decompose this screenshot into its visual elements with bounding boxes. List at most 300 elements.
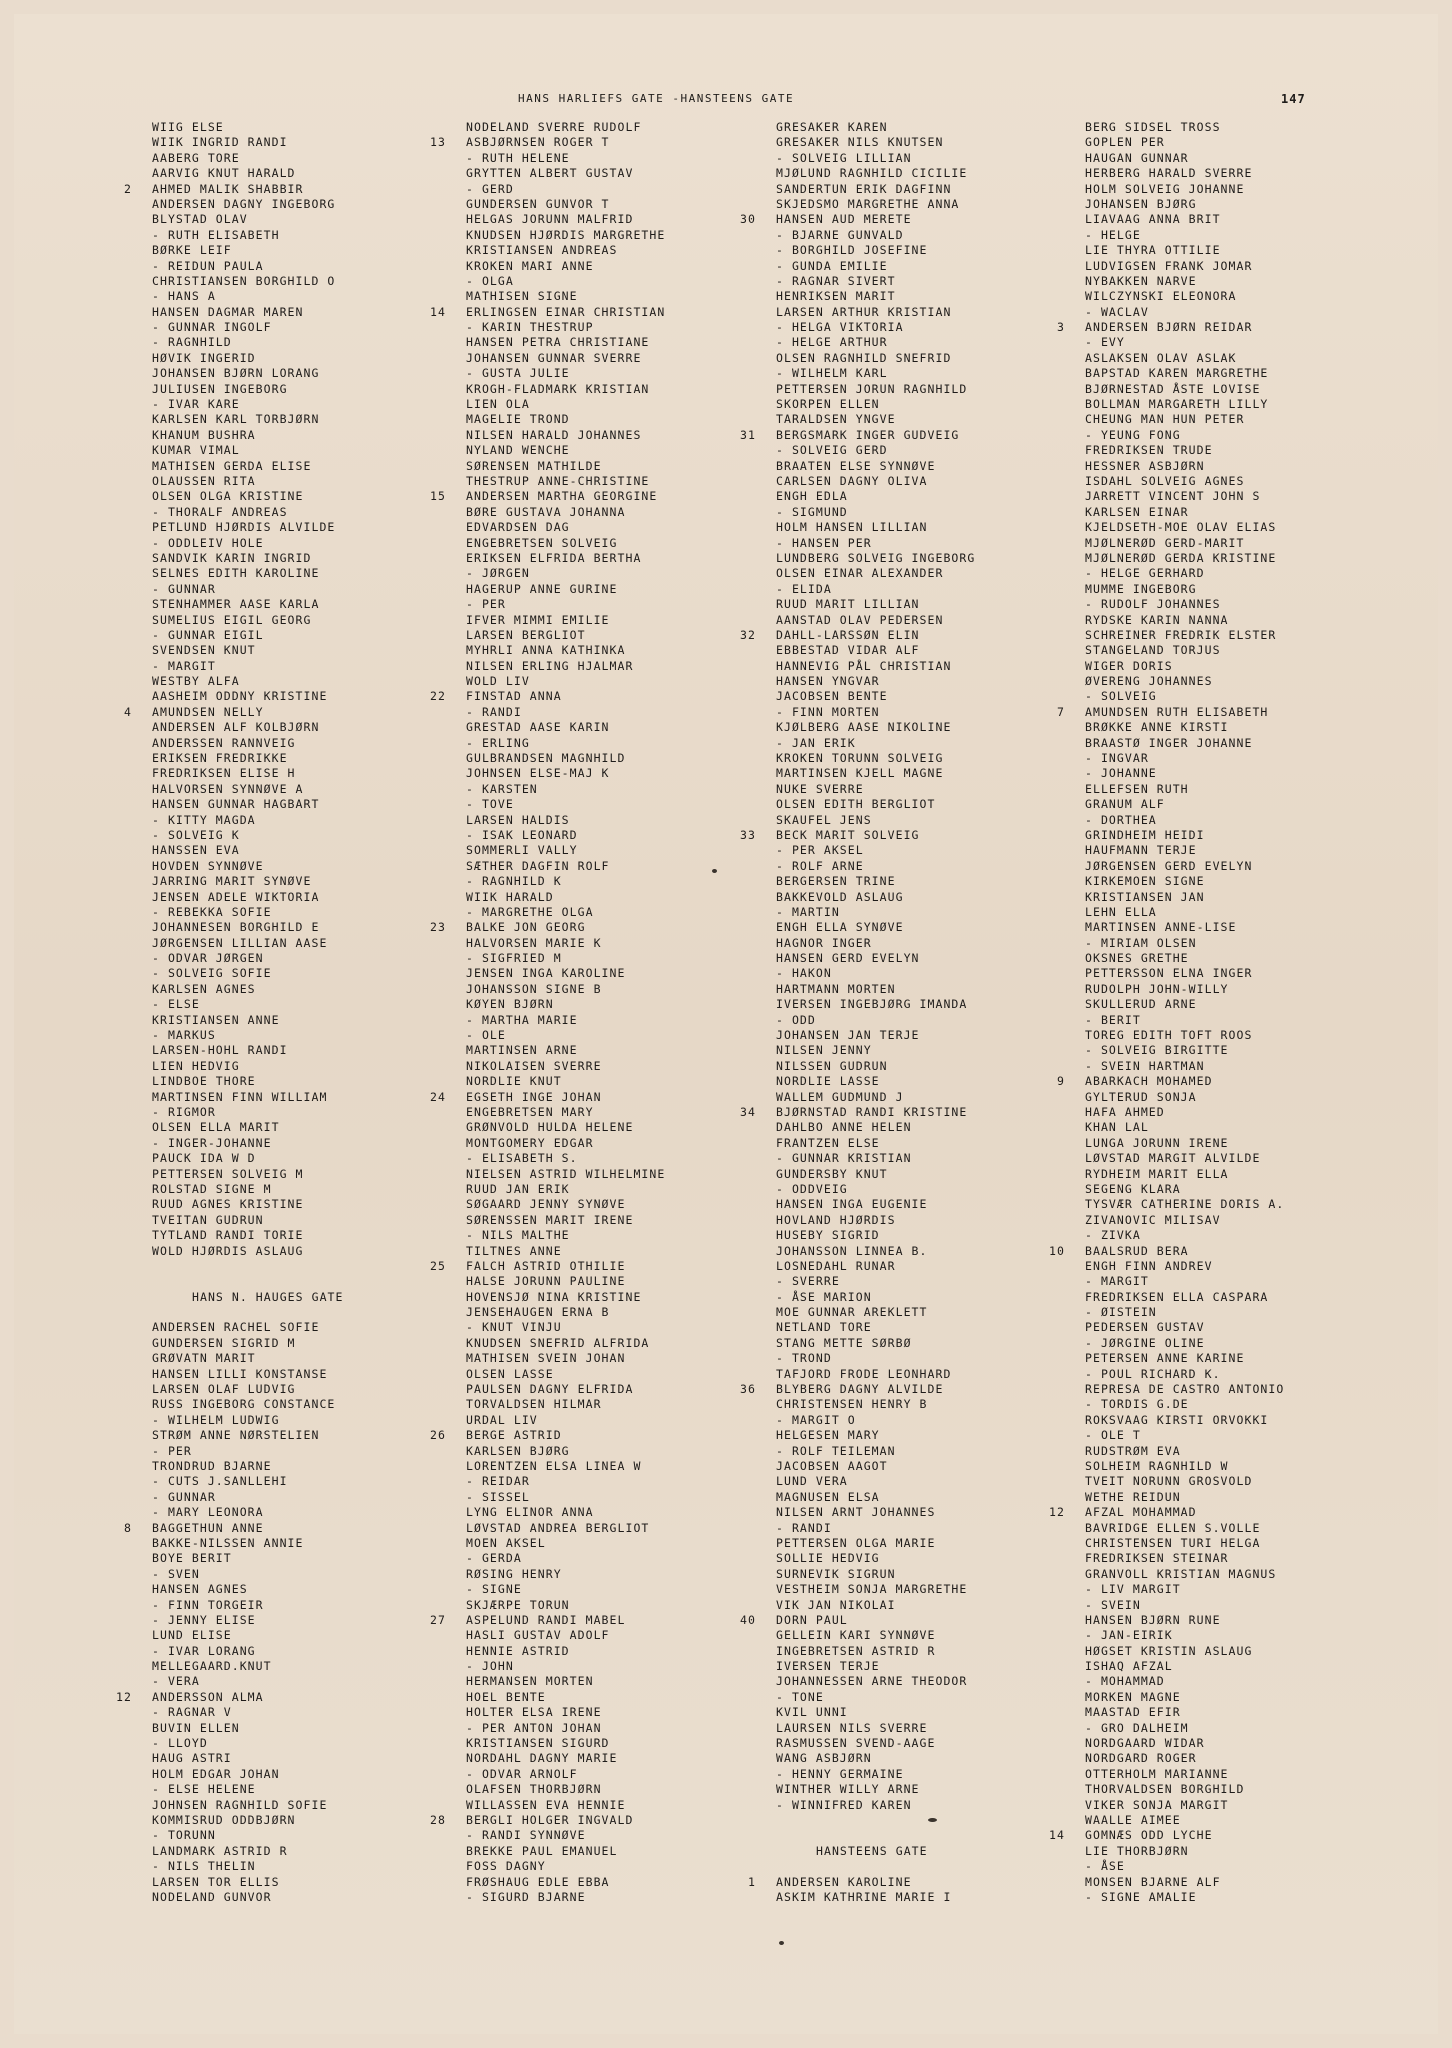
resident-entry	[776, 1628, 975, 1643]
resident-entry	[152, 1505, 344, 1520]
resident-entry	[466, 1120, 665, 1135]
resident-name: GRESAKER NILS KNUTSEN	[776, 135, 944, 150]
resident-name: - WILHELM KARL	[776, 366, 888, 381]
resident-name: WIGER DORIS	[1085, 658, 1173, 673]
resident-entry	[1085, 843, 1284, 858]
resident-name: BRAATEN ELSE SYNNØVE	[776, 458, 936, 473]
resident-name: SOMMERLI VALLY	[466, 843, 578, 858]
resident-entry	[1085, 643, 1284, 658]
resident-entry	[466, 843, 665, 858]
resident-entry	[1085, 951, 1284, 966]
resident-name: - HENNY GERMAINE	[776, 1766, 904, 1781]
resident-name: RUUD JAN ERIK	[466, 1181, 570, 1196]
resident-entry	[466, 597, 665, 612]
resident-name: PETERSEN ANNE KARINE	[1085, 1351, 1245, 1366]
resident-name: - WILHELM LUDWIG	[152, 1412, 280, 1427]
resident-entry	[152, 505, 344, 520]
resident-name: WILCZYNSKI ELEONORA	[1085, 289, 1237, 304]
resident-name: - ODD	[776, 1012, 816, 1027]
resident-entry	[776, 859, 975, 874]
resident-entry	[430, 1428, 665, 1443]
resident-entry	[430, 1812, 665, 1828]
resident-name: HOVDEN SYNNØVE	[152, 858, 264, 873]
house-number: 31	[740, 427, 756, 442]
resident-entry	[466, 520, 665, 535]
resident-entry	[152, 305, 344, 320]
resident-name: HOLTER ELSA IRENE	[466, 1705, 602, 1720]
resident-name: KJELDSETH-MOE OLAV ELIAS	[1085, 520, 1277, 535]
resident-entry	[152, 1382, 344, 1397]
resident-name: ISHAQ AFZAL	[1085, 1659, 1173, 1674]
resident-entry	[1085, 597, 1284, 612]
resident-entry	[124, 181, 344, 197]
resident-entry	[1085, 1213, 1284, 1228]
resident-name: NODELAND GUNVOR	[152, 1889, 272, 1904]
resident-entry	[466, 182, 665, 197]
resident-name: - ROLF TEILEMAN	[776, 1443, 896, 1458]
resident-name: - SVERRE	[776, 1274, 840, 1289]
resident-entry	[776, 1090, 975, 1105]
resident-entry	[1085, 720, 1284, 735]
resident-entry	[776, 1274, 975, 1289]
resident-name: - ODDVEIG	[776, 1181, 848, 1196]
resident-entry	[776, 1474, 975, 1489]
resident-entry	[776, 1197, 975, 1212]
column-4	[1049, 120, 1285, 1905]
resident-name: MATHISEN SVEIN JOHAN	[466, 1351, 626, 1366]
resident-name: - HELGE ARTHUR	[776, 335, 888, 350]
resident-entry	[1085, 797, 1284, 812]
resident-name: SÆTHER DAGFIN ROLF	[466, 858, 610, 873]
resident-entry	[776, 1721, 975, 1736]
resident-name: - MARGIT	[1085, 1274, 1149, 1289]
resident-entry	[466, 1413, 665, 1428]
house-number: 22	[430, 689, 446, 704]
resident-entry	[466, 228, 665, 243]
resident-entry	[466, 1690, 665, 1705]
resident-entry	[466, 120, 665, 135]
resident-entry	[740, 427, 975, 443]
resident-name: - MARGIT O	[776, 1412, 856, 1427]
resident-name: ENGH FINN ANDREV	[1085, 1258, 1213, 1273]
resident-name: GULBRANDSEN MAGNHILD	[466, 751, 626, 766]
resident-name: BAGGETHUN ANNE	[152, 1520, 264, 1535]
resident-name: - RAGNHILD K	[466, 874, 562, 889]
resident-entry	[466, 1474, 665, 1489]
resident-name: BRAASTØ INGER JOHANNE	[1085, 735, 1253, 750]
resident-entry	[776, 1551, 975, 1566]
resident-name: AANSTAD OLAV PEDERSEN	[776, 612, 944, 627]
resident-name: - RUDOLF JOHANNES	[1085, 597, 1221, 612]
resident-name: GRINDHEIM HEIDI	[1085, 827, 1205, 842]
column-3	[740, 120, 976, 1905]
house-number: 27	[430, 1612, 446, 1627]
resident-entry	[1085, 1598, 1284, 1613]
resident-name: JARRETT VINCENT JOHN S	[1085, 489, 1261, 504]
resident-name: LORENTZEN ELSA LINEA W	[466, 1458, 642, 1473]
resident-entry	[1085, 1798, 1284, 1813]
resident-name: LUND ELISE	[152, 1628, 232, 1643]
resident-name: HALSE JORUNN PAULINE	[466, 1274, 626, 1289]
resident-name: KHAN LAL	[1085, 1120, 1149, 1135]
resident-entry	[776, 1644, 975, 1659]
resident-entry	[776, 382, 975, 397]
resident-entry	[740, 212, 975, 227]
resident-entry	[152, 382, 344, 397]
blank-line	[776, 1813, 975, 1828]
resident-name: BERG SIDSEL TROSS	[1085, 120, 1221, 134]
resident-name: - TONE	[776, 1689, 824, 1704]
resident-entry	[152, 1182, 344, 1197]
resident-name: LARSEN OLAF LUDVIG	[152, 1382, 296, 1397]
resident-entry	[776, 736, 975, 751]
resident-entry	[152, 566, 344, 581]
resident-name: RASMUSSEN SVEND-AAGE	[776, 1736, 936, 1751]
resident-entry	[776, 1444, 975, 1459]
resident-entry	[1085, 166, 1284, 181]
resident-name: OLAFSEN THORBJØRN	[466, 1782, 602, 1797]
resident-name: KUMAR VIMAL	[152, 443, 240, 458]
resident-entry	[152, 443, 344, 458]
resident-entry	[1085, 613, 1284, 628]
resident-name: ENGH EDLA	[776, 489, 848, 504]
resident-entry	[152, 1244, 344, 1259]
resident-entry	[466, 1059, 665, 1074]
resident-name: KARLSEN AGNES	[152, 981, 256, 996]
resident-name: - HELGA VIKTORIA	[776, 320, 904, 335]
resident-name: MONSEN BJARNE ALF	[1085, 1874, 1221, 1889]
resident-entry	[776, 643, 975, 658]
resident-name: HARTMANN MORTEN	[776, 981, 896, 996]
resident-name: - FINN MORTEN	[776, 704, 880, 719]
resident-name: - MIRIAM OLSEN	[1085, 935, 1197, 950]
resident-entry	[776, 874, 975, 889]
resident-name: WINTHER WILLY ARNE	[776, 1782, 920, 1797]
resident-entry	[152, 1490, 344, 1505]
resident-name: - JAN ERIK	[776, 735, 856, 750]
resident-entry	[776, 1290, 975, 1305]
resident-entry	[776, 1120, 975, 1135]
resident-name: - MARGIT	[152, 658, 216, 673]
resident-name: LARSEN-HOHL RANDI	[152, 1043, 288, 1058]
resident-entry	[1085, 1844, 1284, 1859]
resident-entry	[1085, 135, 1284, 150]
resident-name: - KNUT VINJU	[466, 1320, 562, 1335]
resident-name: HASLI GUSTAV ADOLF	[466, 1628, 610, 1643]
resident-entry	[776, 766, 975, 781]
resident-entry	[152, 366, 344, 381]
resident-name: BØRE GUSTAVA JOHANNA	[466, 504, 626, 519]
resident-entry	[1085, 1228, 1284, 1243]
resident-entry	[1085, 366, 1284, 381]
resident-entry	[740, 827, 975, 843]
resident-entry	[466, 1890, 665, 1905]
resident-name: KROKEN TORUNN SOLVEIG	[776, 751, 944, 766]
resident-name: ANDERSSON ALMA	[152, 1689, 264, 1704]
resident-entry	[1085, 1890, 1284, 1905]
resident-entry	[466, 1782, 665, 1797]
resident-entry	[776, 443, 975, 458]
resident-name: BERGE ASTRID	[466, 1428, 562, 1443]
resident-name: - JAN-EIRIK	[1085, 1628, 1173, 1643]
resident-name: HANSEN GUNNAR HAGBART	[152, 797, 320, 812]
resident-name: PAUCK IDA W D	[152, 1151, 256, 1166]
resident-name: MUMME INGEBORG	[1085, 581, 1197, 596]
resident-name: NORDLIE KNUT	[466, 1074, 562, 1089]
resident-name: SURNEVIK SIGRUN	[776, 1566, 896, 1581]
resident-entry	[776, 751, 975, 766]
resident-entry	[466, 1074, 665, 1089]
resident-entry	[1085, 289, 1284, 304]
resident-entry	[776, 705, 975, 720]
page-number: 147	[1281, 92, 1306, 106]
resident-entry	[1085, 1382, 1284, 1397]
resident-entry	[152, 1613, 344, 1628]
resident-entry	[152, 751, 344, 766]
resident-entry	[466, 1736, 665, 1751]
resident-entry	[466, 1167, 665, 1182]
resident-name: LUDVIGSEN FRANK JOMAR	[1085, 258, 1253, 273]
resident-name: IFVER MIMMI EMILIE	[466, 612, 610, 627]
resident-entry	[776, 1890, 975, 1905]
resident-entry	[776, 1428, 975, 1443]
house-number: 32	[740, 627, 756, 642]
resident-entry	[1085, 1459, 1284, 1474]
resident-entry	[776, 474, 975, 489]
resident-name: - SOLVEIG GERD	[776, 443, 888, 458]
resident-name: MOE GUNNAR AREKLETT	[776, 1305, 928, 1320]
resident-entry	[152, 1213, 344, 1228]
resident-name: AMUNDSEN NELLY	[152, 704, 264, 719]
resident-name: - YEUNG FONG	[1085, 427, 1181, 442]
resident-name: NILSEN ARNT JOHANNES	[776, 1505, 936, 1520]
resident-entry	[776, 536, 975, 551]
resident-name: - GUNDA EMILIE	[776, 258, 888, 273]
resident-entry	[776, 951, 975, 966]
resident-entry	[1085, 489, 1284, 504]
resident-entry	[776, 659, 975, 674]
resident-entry	[466, 1397, 665, 1412]
resident-entry	[776, 1397, 975, 1412]
resident-name: KRISTIANSEN ANNE	[152, 1012, 280, 1027]
resident-name: HANSEN DAGMAR MAREN	[152, 304, 304, 319]
resident-name: - THORALF ANDREAS	[152, 504, 288, 519]
resident-name: BAVRIDGE ELLEN S.VOLLE	[1085, 1520, 1261, 1535]
resident-name: - ELSE HELENE	[152, 1782, 256, 1797]
resident-entry	[152, 613, 344, 628]
house-number: 25	[430, 1258, 446, 1273]
resident-entry	[776, 1182, 975, 1197]
resident-name: SANDVIK KARIN INGRID	[152, 550, 312, 565]
resident-entry	[466, 1351, 665, 1366]
resident-entry	[776, 843, 975, 858]
resident-name: HOEL BENTE	[466, 1689, 546, 1704]
resident-name: RUDOLPH JOHN-WILLY	[1085, 981, 1229, 996]
resident-entry	[1085, 751, 1284, 766]
resident-entry	[1085, 1536, 1284, 1551]
resident-entry	[776, 582, 975, 597]
resident-entry	[1085, 351, 1284, 366]
resident-entry	[466, 1644, 665, 1659]
resident-entry	[776, 459, 975, 474]
resident-entry	[1085, 628, 1284, 643]
resident-entry	[430, 1258, 665, 1274]
resident-name: BECK MARIT SOLVEIG	[776, 827, 920, 842]
resident-entry	[776, 1659, 975, 1674]
resident-name: GRESTAD AASE KARIN	[466, 720, 610, 735]
resident-entry	[1085, 1397, 1284, 1412]
resident-name: LUND VERA	[776, 1474, 848, 1489]
resident-entry	[1085, 859, 1284, 874]
resident-name: - PER ANTON JOHAN	[466, 1720, 602, 1735]
resident-name: AFZAL MOHAMMAD	[1085, 1505, 1197, 1520]
resident-entry	[1085, 536, 1284, 551]
resident-entry	[466, 613, 665, 628]
resident-name: - SIGNE	[466, 1582, 522, 1597]
resident-name: GUNDERSEN SIGRID M	[152, 1335, 296, 1350]
resident-entry	[776, 520, 975, 535]
resident-name: TAFJORD FRODE LEONHARD	[776, 1366, 952, 1381]
resident-entry	[466, 659, 665, 674]
resident-name: ELLEFSEN RUTH	[1085, 781, 1189, 796]
resident-name: TOREG EDITH TOFT ROOS	[1085, 1028, 1253, 1043]
resident-name: KROKEN MARI ANNE	[466, 258, 594, 273]
resident-entry	[466, 1767, 665, 1782]
resident-entry	[152, 674, 344, 689]
house-number: 12	[1049, 1505, 1065, 1520]
resident-entry	[466, 566, 665, 581]
resident-entry	[466, 751, 665, 766]
resident-name: JOHANSSON SIGNE B	[466, 981, 602, 996]
resident-entry	[776, 689, 975, 704]
resident-entry	[152, 335, 344, 350]
resident-name: BAALSRUD BERA	[1085, 1243, 1189, 1258]
resident-name: - HANSEN PER	[776, 535, 872, 550]
resident-name: HAFA AHMED	[1085, 1105, 1165, 1119]
resident-name: LARSEN BERGLIOT	[466, 627, 586, 642]
resident-entry	[776, 674, 975, 689]
resident-name: - JØRGEN	[466, 566, 530, 581]
blank-line	[152, 1305, 344, 1320]
resident-name: CHRISTIANSEN BORGHILD O	[152, 273, 336, 288]
resident-name: BERGSMARK INGER GUDVEIG	[776, 427, 960, 442]
resident-name: GELLEIN KARI SYNNØVE	[776, 1628, 936, 1643]
resident-entry	[776, 366, 975, 381]
resident-entry	[152, 459, 344, 474]
resident-name: CHRISTENSEN HENRY B	[776, 1397, 928, 1412]
resident-name: RØSING HENRY	[466, 1566, 562, 1581]
resident-entry	[1085, 428, 1284, 443]
house-number: 10	[1049, 1243, 1065, 1258]
resident-entry	[466, 720, 665, 735]
resident-entry	[1085, 1167, 1284, 1182]
resident-entry	[124, 704, 344, 720]
house-number: 13	[430, 135, 446, 150]
resident-entry	[1057, 320, 1284, 335]
resident-name: LINDBOE THORE	[152, 1074, 256, 1089]
resident-entry	[1085, 1367, 1284, 1382]
house-number: 40	[740, 1612, 756, 1627]
resident-name: MAGNUSEN ELSA	[776, 1489, 880, 1504]
resident-entry	[1085, 689, 1284, 704]
resident-entry	[152, 259, 344, 274]
resident-name: ROKSVAAG KIRSTI ORVOKKI	[1085, 1412, 1269, 1427]
resident-entry	[1085, 259, 1284, 274]
resident-name: OTTERHOLM MARIANNE	[1085, 1766, 1229, 1781]
resident-entry	[466, 1751, 665, 1766]
resident-entry	[152, 489, 344, 504]
resident-entry	[1085, 1043, 1284, 1058]
resident-name: - LIV MARGIT	[1085, 1582, 1181, 1597]
resident-name: NYLAND WENCHE	[466, 443, 570, 458]
resident-entry	[1085, 1782, 1284, 1797]
resident-entry	[1085, 1136, 1284, 1151]
resident-name: - MARGRETHE OLGA	[466, 904, 594, 919]
resident-entry	[1085, 1690, 1284, 1705]
resident-entry	[1085, 212, 1284, 227]
resident-name: NILSEN HARALD JOHANNES	[466, 427, 642, 442]
resident-entry	[776, 1674, 975, 1689]
resident-entry	[776, 1336, 975, 1351]
house-number: 1	[748, 1874, 756, 1889]
resident-entry	[466, 1197, 665, 1212]
resident-name: KJØLBERG AASE NIKOLINE	[776, 720, 952, 735]
resident-entry	[152, 1320, 344, 1335]
resident-entry	[152, 874, 344, 889]
resident-entry	[776, 966, 975, 981]
house-number: 36	[740, 1382, 756, 1397]
resident-name: SKORPEN ELLEN	[776, 397, 880, 412]
resident-name: IVERSEN INGEBJØRG IMANDA	[776, 997, 968, 1012]
resident-name: - SVEIN	[1085, 1597, 1141, 1612]
resident-entry	[152, 1567, 344, 1582]
resident-entry	[152, 813, 344, 828]
resident-entry	[776, 982, 975, 997]
resident-name: BUVIN ELLEN	[152, 1720, 240, 1735]
resident-name: - INGVAR	[1085, 751, 1149, 766]
resident-name: LIAVAAG ANNA BRIT	[1085, 212, 1221, 227]
resident-name: KØYEN BJØRN	[466, 997, 554, 1012]
resident-name: JACOBSEN AAGOT	[776, 1458, 888, 1473]
resident-entry	[776, 274, 975, 289]
resident-entry	[776, 397, 975, 412]
resident-name: BOYE BERIT	[152, 1551, 232, 1566]
resident-name: WESTBY ALFA	[152, 674, 240, 689]
resident-entry	[466, 1674, 665, 1689]
resident-entry	[776, 1690, 975, 1705]
resident-name: - WINNIFRED KAREN	[776, 1797, 912, 1812]
resident-name: - GERD	[466, 181, 514, 196]
resident-name: - TOVE	[466, 797, 514, 812]
resident-name: THESTRUP ANNE-CHRISTINE	[466, 473, 650, 488]
resident-name: JOHANNESSEN ARNE THEODOR	[776, 1674, 968, 1689]
resident-name: HOLM EDGAR JOHAN	[152, 1766, 280, 1781]
resident-name: - LLOYD	[152, 1736, 208, 1751]
resident-entry	[776, 289, 975, 304]
resident-entry	[1085, 1674, 1284, 1689]
house-number: 2	[124, 181, 132, 196]
resident-name: TORVALDSEN HILMAR	[466, 1397, 602, 1412]
resident-entry	[152, 1074, 344, 1089]
resident-name: MAGELIE TROND	[466, 412, 570, 427]
resident-name: ANDERSEN KAROLINE	[776, 1874, 912, 1889]
resident-name: JENSEN INGA KAROLINE	[466, 966, 626, 981]
resident-entry	[1085, 782, 1284, 797]
resident-entry	[152, 920, 344, 935]
resident-name: - ERLING	[466, 735, 530, 750]
resident-name: - ÅSE MARION	[776, 1289, 872, 1304]
resident-name: SOLLIE HEDVIG	[776, 1551, 880, 1566]
